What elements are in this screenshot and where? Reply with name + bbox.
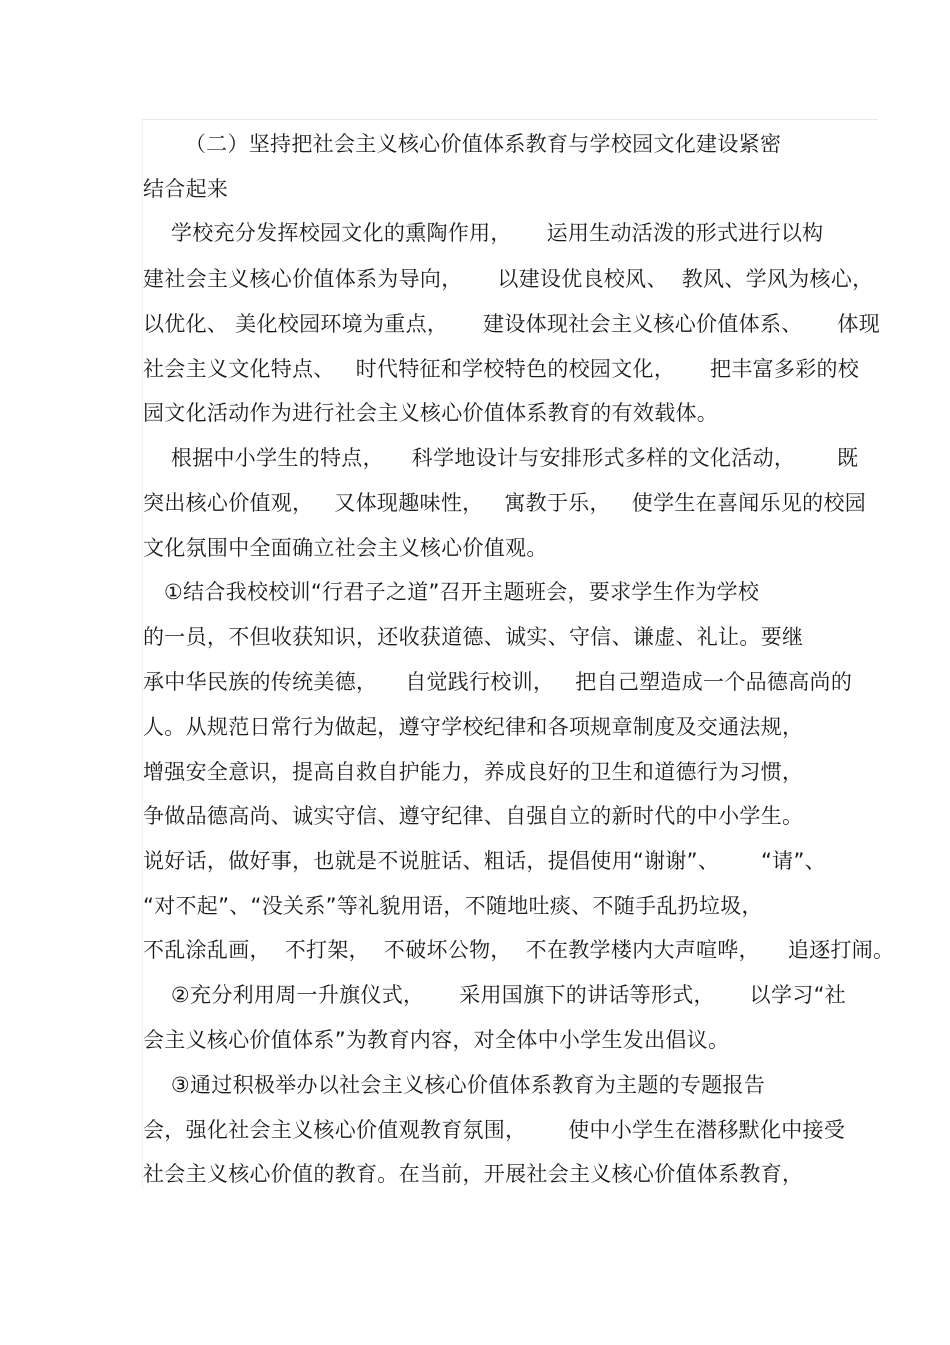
text-line: 说好话，做好事，也就是不说脏话、粗话，提倡使用“谢谢”、 “请”、 bbox=[143, 849, 826, 873]
text-line: 会主义核心价值体系”为教育内容，对全体中小学生发出倡议。 bbox=[143, 1028, 730, 1052]
text-line: “对不起”、“没关系”等礼貌用语，不随地吐痰、不随手乱扔垃圾， bbox=[143, 894, 763, 918]
text-line: 人。从规范日常行为做起，遵守学校纪律和各项规章制度及交通法规， bbox=[143, 715, 804, 739]
text-line: 建社会主义核心价值体系为导向， 以建设优良校风、 教风、学风为核心， bbox=[143, 267, 874, 291]
text-line: ①结合我校校训“行君子之道”召开主题班会，要求学生作为学校 bbox=[143, 580, 760, 604]
text-line: 承中华民族的传统美德， 自觉践行校训， 把自己塑造成一个品德高尚的 bbox=[143, 670, 853, 694]
text-line: 的一员，不但收获知识，还收获道德、诚实、守信、谦虚、礼让。要继 bbox=[143, 625, 804, 649]
text-line: ③通过积极举办以社会主义核心价值体系教育为主题的专题报告 bbox=[143, 1073, 766, 1097]
text-line: 园文化活动作为进行社会主义核心价值体系教育的有效载体。 bbox=[143, 401, 719, 425]
text-line: （二）坚持把社会主义核心价值体系教育与学校园文化建设紧密 bbox=[143, 132, 782, 156]
text-line: 文化氛围中全面确立社会主义核心价值观。 bbox=[143, 536, 548, 560]
text-line: 社会主义核心价值的教育。在当前，开展社会主义核心价值体系教育， bbox=[143, 1162, 804, 1186]
text-line: 社会主义文化特点、 时代特征和学校特色的校园文化， 把丰富多彩的校 bbox=[143, 357, 860, 381]
text-line: 学校充分发挥校园文化的熏陶作用， 运用生动活泼的形式进行以构 bbox=[143, 221, 824, 245]
top-divider bbox=[143, 119, 878, 120]
text-line: 结合起来 bbox=[143, 177, 229, 201]
text-line: 以优化、 美化校园环境为重点， 建设体现社会主义核心价值体系、 体现 bbox=[143, 312, 881, 336]
text-line: 不乱涂乱画， 不打架， 不破坏公物， 不在教学楼内大声喧哗， 追逐打闹。 bbox=[143, 938, 895, 962]
text-line: 会，强化社会主义核心价值观教育氛围， 使中小学生在潜移默化中接受 bbox=[143, 1118, 846, 1142]
text-line: 增强安全意识，提高自救自护能力，养成良好的卫生和道德行为习惯， bbox=[143, 760, 804, 784]
text-line: 根据中小学生的特点， 科学地设计与安排形式多样的文化活动， 既 bbox=[143, 446, 859, 470]
text-line: 争做品德高尚、诚实守信、遵守纪律、自强自立的新时代的中小学生。 bbox=[143, 804, 804, 828]
text-line: ②充分利用周一升旗仪式， 采用国旗下的讲话等形式， 以学习“社 bbox=[143, 983, 847, 1007]
text-line: 突出核心价值观， 又体现趣味性， 寓教于乐， 使学生在喜闻乐见的校园 bbox=[143, 491, 867, 515]
